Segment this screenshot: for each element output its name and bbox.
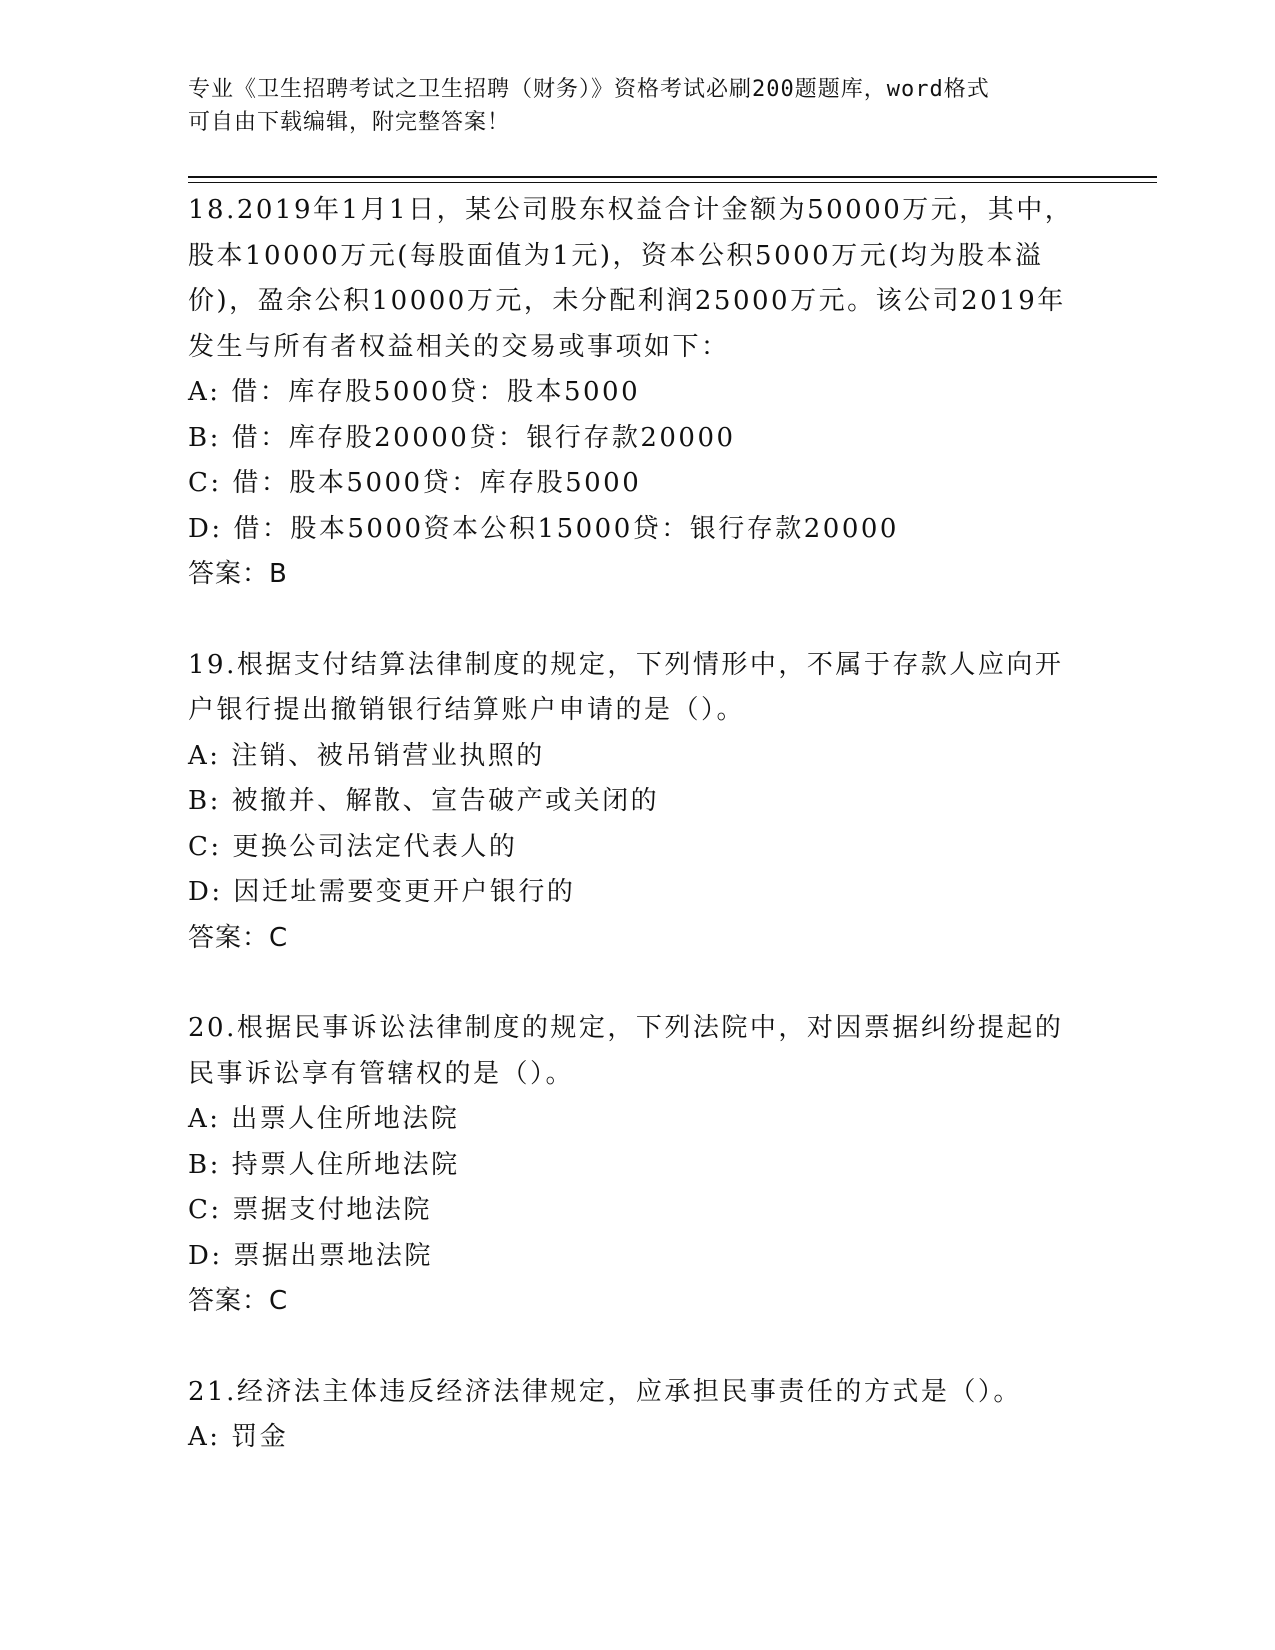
answer-label: 答案：C (188, 1286, 289, 1316)
option-a: A: 借：库存股5000贷：股本5000 (188, 377, 641, 407)
question-21 (188, 1370, 1088, 1461)
answer-label: 答案：C (188, 922, 289, 953)
question-stem-line: 民事诉讼享有管辖权的是（）。 (188, 1058, 575, 1089)
header-divider-thick (188, 176, 1157, 178)
option-a: A: 出票人住所地法院 (188, 1104, 460, 1134)
option-a: A: 注销、被吊销营业执照的 (188, 740, 545, 771)
option-c: C: 更换公司法定代表人的 (188, 831, 518, 862)
question-stem-line: 21.经济法主体违反经济法律规定，应承担民事责任的方式是（）。 (188, 1376, 1022, 1407)
option-d: D: 票据出票地法院 (188, 1240, 433, 1271)
question-19 (188, 643, 1088, 962)
option-b: B: 持票人住所地法院 (188, 1149, 460, 1180)
question-list (188, 188, 1088, 1461)
option-d: D: 借：股本5000资本公积15000贷：银行存款20000 (188, 513, 899, 544)
question-20 (188, 1006, 1088, 1325)
option-d: D: 因迁址需要变更开户银行的 (188, 877, 576, 907)
header-line-2: 可自由下载编辑，附完整答案！ (188, 110, 511, 135)
question-stem-line: 18.2019年1月1日，某公司股东权益合计金额为50000万元，其中， (188, 195, 1074, 225)
question-stem-line: 股本10000万元(每股面值为1元)，资本公积5000万元(均为股本溢 (188, 240, 1044, 271)
option-b: B: 借：库存股20000贷：银行存款20000 (188, 422, 736, 453)
question-stem-line: 户银行提出撤销银行结算账户申请的是（）。 (188, 695, 746, 725)
question-stem-line: 20.根据民事诉讼法律制度的规定，下列法院中，对因票据纠纷提起的 (188, 1013, 1064, 1043)
question-18 (188, 188, 1088, 598)
document-header (188, 73, 1068, 139)
option-c: C: 借：股本5000贷：库存股5000 (188, 468, 642, 498)
option-a: A: 罚金 (188, 1422, 289, 1452)
question-stem-line: 19.根据支付结算法律制度的规定，下列情形中，不属于存款人应向开 (188, 649, 1064, 680)
question-stem-line: 发生与所有者权益相关的交易或事项如下： (188, 331, 730, 362)
option-c: C: 票据支付地法院 (188, 1195, 432, 1225)
header-line-1: 专业《卫生招聘考试之卫生招聘（财务）》资格考试必刷200题题库，word格式 (188, 77, 990, 102)
answer-label: 答案：B (188, 559, 288, 589)
question-stem-line: 价)，盈余公积10000万元，未分配利润25000万元。该公司2019年 (188, 286, 1066, 316)
option-b: B: 被撤并、解散、宣告破产或关闭的 (188, 786, 660, 816)
header-divider-thin (188, 182, 1157, 183)
